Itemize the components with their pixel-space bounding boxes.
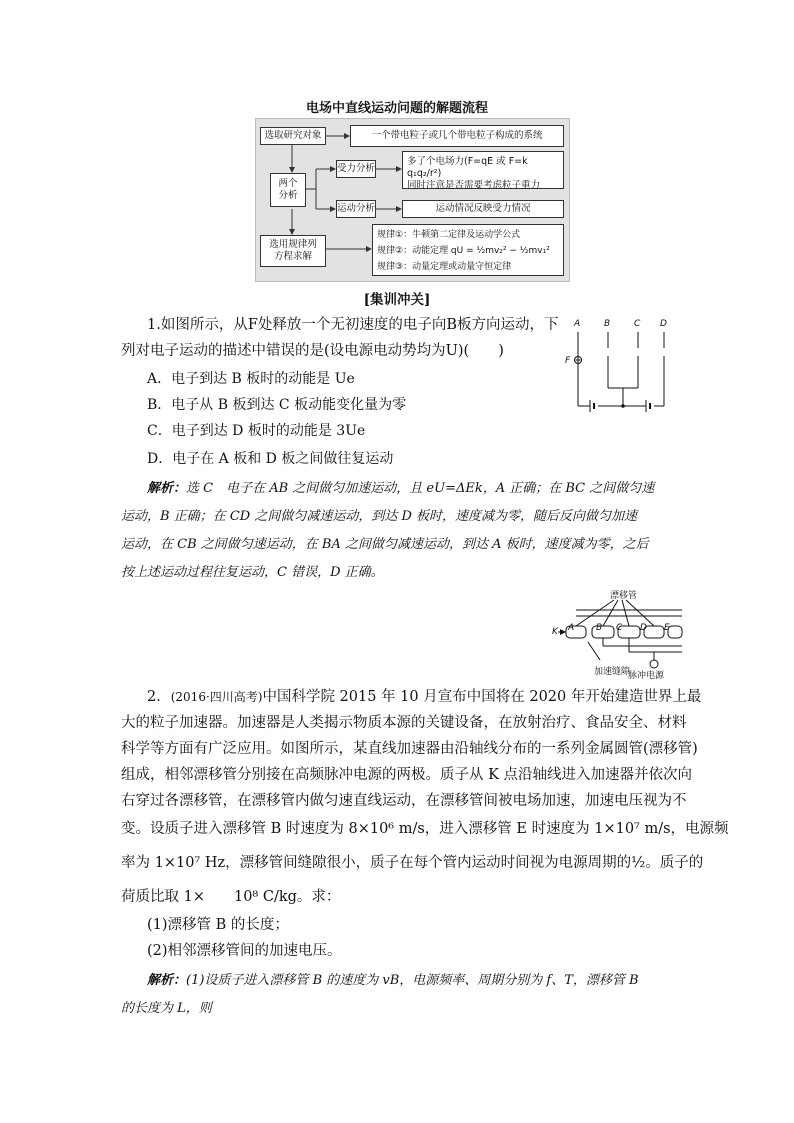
force-analysis-box: 受力分析: [336, 160, 376, 178]
q1-solution-line-1: [147, 474, 654, 503]
linac-figure: [548, 586, 684, 680]
q1-option-a: A．电子到达 B 板时的动能是 Ue: [147, 371, 355, 387]
point-f-label: F: [565, 356, 571, 366]
force-note-line-1: 多了个电场力(F=qE 或 F=k q₁q₂/r²): [407, 156, 528, 179]
flowchart-title: 电场中直线运动问题的解题流程: [305, 101, 488, 116]
q2-line-1: [147, 684, 701, 710]
plate-b-label: B: [604, 319, 611, 329]
motion-note-box: 运动情况反映受力情况: [402, 200, 564, 218]
q2-line-1-text: 中国科学院 2015 年 10 月宣布中国将在 2020 年开始建造世界上最: [262, 689, 702, 705]
plate-d-label: D: [660, 319, 667, 329]
drift-tube-label: 漂移管: [610, 591, 638, 601]
plate-c-label: C: [634, 319, 641, 329]
q2-solution-label: 解析：: [147, 973, 187, 988]
tube-a-label: A: [568, 623, 575, 633]
q2-line-4: 组成，相邻漂移管分别接在高频脉冲电源的两极。质子从 K 点沿轴线进入加速器并依次向: [121, 767, 693, 783]
q2-solution-text-1: (1)设质子进入漂移管 B 的速度为 vB，电源频率、周期分别为 f、T，漂移管 B: [186, 973, 639, 988]
q2-line-6: 变。设质子进入漂移管 B 时速度为 8×10⁶ m/s，进入漂移管 E 时速度为 1×10⁷ m/s，电源频: [121, 821, 729, 837]
law-1: 规律①：牛顿第二定律及运动学公式: [377, 230, 521, 240]
q1-solution-line-2: 运动，B 正确；在 CD 之间做匀减速运动，到达 D 板时，速度减为零，随后反向做匀加速: [121, 509, 638, 524]
section-title: [集训冲关]: [363, 292, 431, 308]
q1-stem-line-1: 1.如图所示，从F处释放一个无初速度的电子向B板方向运动，下: [147, 317, 559, 333]
q2-line-2: 大的粒子加速器。加速器是人类揭示物质本源的关键设备，在放射治疗、食品安全、材料: [121, 715, 687, 731]
q2-solution-line-1: [147, 966, 639, 995]
tube-c-label: C: [616, 623, 623, 633]
tube-e-label: E: [664, 623, 670, 633]
q2-line-3: 科学等方面有广泛应用。如图所示，某直线加速器由沿轴线分布的一系列金属圆管(漂移管): [121, 741, 698, 757]
choose-law-box: 选用规律列方程求解: [260, 235, 326, 267]
q2-line-8: 荷质比取 1× 10⁸ C/kg。求：: [121, 889, 341, 905]
select-object-box: 选取研究对象: [260, 127, 326, 145]
plate-a-label: A: [574, 319, 581, 329]
system-box: 一个带电粒子或几个带电粒子构成的系统: [350, 125, 564, 147]
q2-sub-question-2: (2)相邻漂移管间的加速电压。: [147, 943, 342, 959]
force-note-line-2: 同时注意是否需要考虑粒子重力: [407, 180, 541, 191]
q1-option-d: D．电子在 A 板和 D 板之间做往复运动: [147, 451, 394, 467]
q1-solution-label: 解析：: [147, 481, 187, 496]
motion-analysis-box: 运动分析: [336, 200, 376, 218]
tube-d-label: D: [640, 623, 647, 633]
q1-solution-line-4: 按上述运动过程往复运动，C 错误，D 正确。: [121, 565, 384, 580]
gap-label: 加速缝隙: [594, 667, 631, 677]
point-k-label: K: [552, 627, 558, 637]
q1-solution-line-3: 运动，在 CB 之间做匀速运动，在 BA 之间做匀减速运动，到达 A 板时，速度减为零，之后: [121, 537, 649, 552]
q2-solution-line-2: 的长度为 L，则: [121, 1001, 212, 1016]
q1-stem-line-2: 列对电子运动的描述中错误的是(设电源电动势均为U)( ): [121, 343, 504, 359]
q2-source: (2016·四川高考): [170, 690, 263, 704]
q2-line-7: 率为 1×10⁷ Hz，漂移管间缝隙很小，质子在每个管内运动时间视为电源周期的½。质子的: [121, 855, 704, 871]
laws-box: [372, 224, 564, 276]
tube-b-label: B: [596, 623, 603, 633]
q2-sub-question-1: (1)漂移管 B 的长度；: [147, 917, 289, 933]
force-note-box: [402, 151, 564, 189]
q1-option-c: C．电子到达 D 板时的动能是 3Ue: [147, 423, 366, 439]
q1-plates-figure: [562, 316, 682, 412]
two-analyses-box: 两个分析: [270, 173, 306, 207]
q1-option-b: B．电子从 B 板到达 C 板动能变化量为零: [147, 397, 407, 413]
q2-line-5: 右穿过各漂移管，在漂移管内做匀速直线运动，在漂移管间被电场加速，加速电压视为不: [121, 793, 687, 809]
q2-number: 2．: [147, 689, 171, 705]
law-3: 规律③：动量定理或动量守恒定律: [377, 262, 512, 272]
flowchart: [255, 118, 570, 282]
pulse-source-label: 脉冲电源: [628, 671, 665, 680]
q1-solution-text-1: 选 C 电子在 AB 之间做匀加速运动，且 eU=ΔEk，A 正确；在 BC 之间做匀速: [186, 481, 655, 496]
law-2: 规律②：动能定理 qU = ½mv₂² − ½mv₁²: [377, 246, 550, 256]
